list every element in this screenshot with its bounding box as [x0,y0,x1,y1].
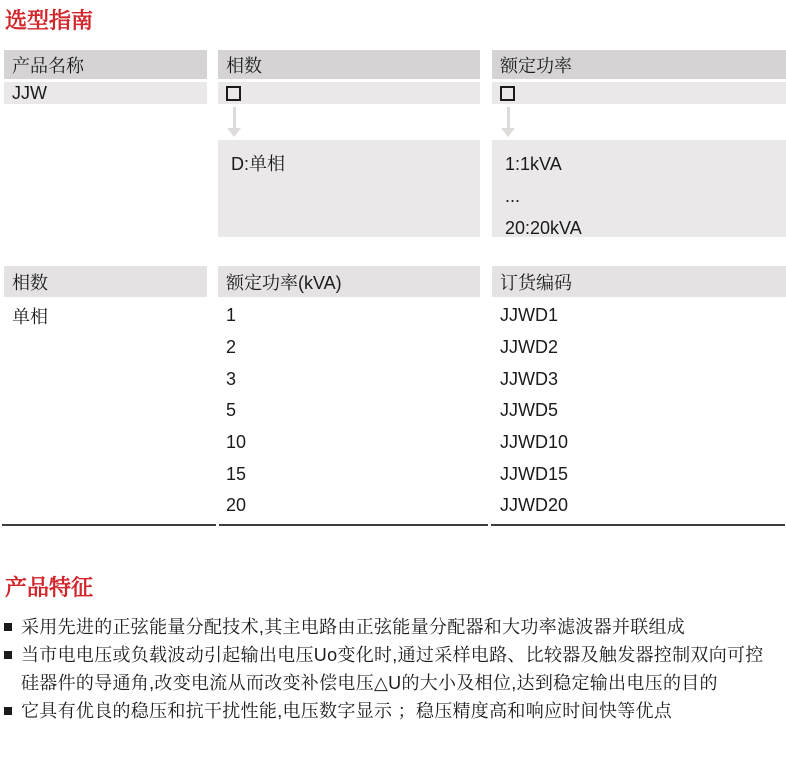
order-header-phase: 相数 [4,266,207,297]
code-cell: JJWD2 [500,337,558,358]
table-bottom-divider [2,524,216,526]
phase-option: D:单相 [231,154,285,174]
power-cell: 5 [226,400,237,421]
code-cell: JJWD1 [500,305,558,326]
product-features-title: 产品特征 [5,575,94,600]
power-cell: 1 [226,305,237,326]
selection-guide-title: 选型指南 [5,8,94,33]
power-arrow-down-icon [501,107,515,137]
feature-text: 它具有优良的稳压和抗干扰性能,电压数字显示 ；稳压精度高和响应时间快等优点 [21,701,673,721]
power-option-box [492,140,786,237]
selector-header-phase: 相数 [218,50,480,79]
power-option-ellipsis: ... [505,186,521,206]
power-cell: 2 [226,337,237,358]
table-row [0,490,786,522]
power-option-min: 1:1kVA [505,154,562,174]
table-row [0,332,786,364]
code-cell: JJWD10 [500,432,569,453]
order-header-code: 订货编码 [492,266,786,297]
selector-header-power: 额定功率 [492,50,786,79]
table-bottom-divider [219,524,488,526]
features-list [4,613,782,725]
table-row [0,300,786,332]
power-cell: 20 [226,495,247,516]
code-cell: JJWD20 [500,495,569,516]
phase-option-box [218,140,480,237]
feature-text: 当市电电压或负载波动引起输出电压Uo变化时,通过采样电路、比较器及触发器控制双向可控硅器件的导通角,改变电流从而改变补偿电压△U的大小及相位,达到稳定输出电压的目的 [21,645,764,693]
table-bottom-divider [491,524,785,526]
square-bullet-icon [4,623,12,631]
code-cell: JJWD3 [500,368,558,389]
selector-header-product-name: 产品名称 [4,50,207,79]
table-row [0,363,786,395]
power-cell: 10 [226,432,247,453]
feature-item [4,613,777,641]
power-cell: 3 [226,368,237,389]
phase-placeholder-checkbox [226,86,241,101]
code-cell: JJWD5 [500,400,558,421]
arrow-head [501,128,515,137]
phase-arrow-down-icon [227,107,241,137]
order-table-body [0,300,786,522]
arrow-shaft [507,107,510,128]
arrow-head [227,128,241,137]
feature-item [4,641,777,697]
table-row [0,395,786,427]
feature-text: 采用先进的正弦能量分配技术,其主电路由正弦能量分配器和大功率滤波器并联组成 [21,617,686,637]
square-bullet-icon [4,707,12,715]
selector-product-name-value: JJW [4,82,207,104]
order-header-power: 额定功率(kVA) [218,266,480,297]
table-row [0,427,786,459]
power-option-max: 20:20kVA [505,218,582,238]
selector-power-cell [492,82,786,104]
code-cell: JJWD15 [500,463,569,484]
power-cell: 15 [226,463,247,484]
table-row [0,458,786,490]
power-placeholder-checkbox [500,86,515,101]
arrow-shaft [233,107,236,128]
phase-cell: 单相 [12,306,48,327]
square-bullet-icon [4,651,12,659]
feature-item [4,697,777,725]
selector-phase-cell [218,82,480,104]
